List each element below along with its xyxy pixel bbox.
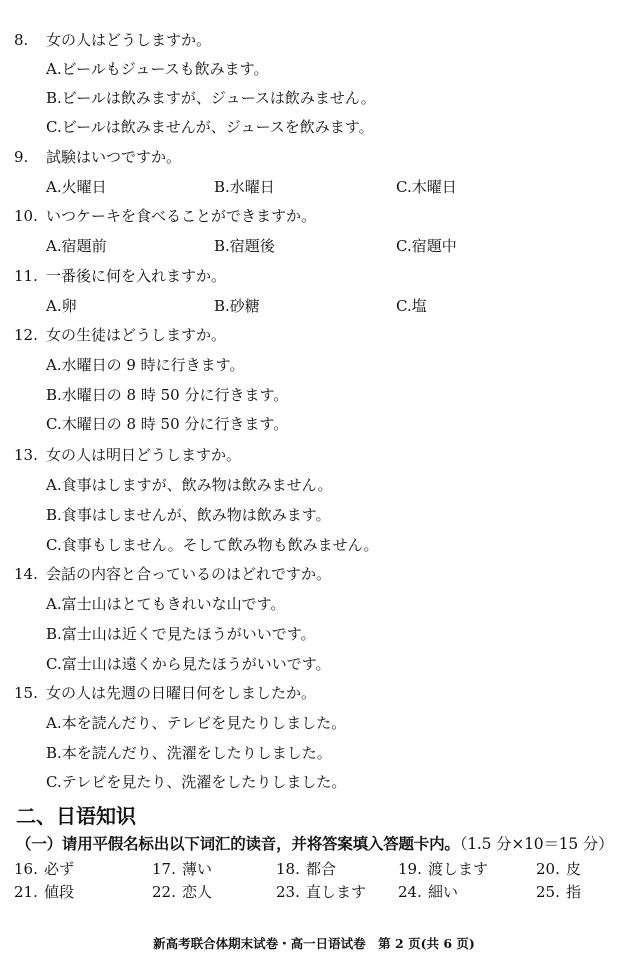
vocab-item [14,859,74,879]
option-b: B.宿題後 [214,237,275,255]
question-number: 12. [14,326,38,344]
vocab-item [398,882,458,902]
option-c: C.塩 [396,297,427,315]
question-11 [14,266,226,286]
option-b: B.水曜日 [214,178,275,196]
vocab-number: 18. [276,860,300,878]
vocab-item [276,882,366,902]
option-c: C.テレビを見たり、洗濯をしたりしました。 [46,773,347,791]
question-text: 女の人は明日どうしますか。 [46,446,242,464]
vocab-number: 25. [536,883,560,901]
vocab-word: 都合 [306,860,337,878]
vocab-word: 恋人 [182,883,213,901]
question-number: 10. [14,207,38,225]
subtitle-text: （一）请用平假名标出以下词汇的读音，并将答案填入答题卡内。 [16,835,460,853]
page-footer: 新高考联合体期末试卷・高一日语试卷 第 2 页(共 6 页) [153,936,475,951]
question-text: 試験はいつですか。 [46,148,182,166]
question-text: 女の人はどうしますか。 [46,31,212,49]
option-a: A.食事はしますが、飲み物は飲みません。 [46,476,333,494]
vocab-item [536,859,581,879]
vocab-word: 指 [566,883,582,901]
question-15 [14,683,316,703]
question-10 [14,206,316,226]
question-13 [14,445,241,465]
question-12 [14,325,226,345]
vocab-word: 直します [306,883,367,901]
option-a: A.富士山はとてもきれいな山です。 [46,595,286,613]
question-number: 14. [14,565,38,583]
option-c: C.ビールは飲みませんが、ジュースを飲みます。 [46,118,374,136]
option-b: B.砂糖 [214,297,260,315]
option-c: C.食事もしません。そして飲み物も飲みません。 [46,536,379,554]
vocab-number: 22. [152,883,176,901]
option-b: B.富士山は近くで見たほうがいいです。 [46,625,316,643]
option-c: C.宿題中 [396,237,457,255]
question-text: 女の人は先週の日曜日何をしましたか。 [46,684,317,702]
option-b: B.ビールは飲みますが、ジュースは飲みません。 [46,89,376,107]
option-b: B.本を読んだり、洗濯をしたりしました。 [46,744,332,762]
question-number: 8. [14,31,29,49]
vocab-word: 値段 [44,883,75,901]
vocab-item [152,882,212,902]
question-text: 女の生徒はどうしますか。 [46,326,227,344]
vocab-item [14,882,74,902]
option-a: A.火曜日 [46,178,107,196]
vocab-number: 17. [152,860,176,878]
question-number: 11. [14,267,38,285]
vocab-number: 19. [398,860,422,878]
vocab-number: 21. [14,883,38,901]
section-title: 二、日语知识 [16,804,136,828]
vocab-item [276,859,336,879]
vocab-item [152,859,212,879]
vocab-word: 細い [428,883,459,901]
option-a: A.ビールもジュースも飲みます。 [46,60,269,78]
option-c: C.富士山は遠くから見たほうがいいです。 [46,655,331,673]
option-b: B.水曜日の 8 時 50 分に行きます。 [46,386,289,404]
question-8 [14,30,211,50]
section-subtitle [16,834,613,854]
option-c: C.木曜日の 8 時 50 分に行きます。 [46,415,289,433]
question-text: いつケーキを食べることができますか。 [46,207,317,225]
option-a: A.卵 [46,297,77,315]
vocab-word: 必ず [44,860,75,878]
score-text: （1.5 分×10＝15 分） [459,835,614,853]
question-number: 15. [14,684,38,702]
question-number: 13. [14,446,38,464]
question-9 [14,147,181,167]
vocab-word: 皮 [566,860,582,878]
question-text: 会話の内容と合っているのはどれですか。 [46,565,332,583]
question-text: 一番後に何を入れますか。 [46,267,227,285]
vocab-item [536,882,581,902]
vocab-number: 16. [14,860,38,878]
question-14 [14,564,331,584]
option-b: B.食事はしませんが、飲み物は飲みます。 [46,506,331,524]
option-a: A.本を読んだり、テレビを見たりしました。 [46,714,347,732]
vocab-word: 薄い [182,860,213,878]
vocab-number: 23. [276,883,300,901]
vocab-number: 24. [398,883,422,901]
option-c: C.木曜日 [396,178,457,196]
vocab-number: 20. [536,860,560,878]
option-a: A.水曜日の 9 時に行きます。 [46,356,245,374]
vocab-word: 渡します [428,860,489,878]
vocab-item [398,859,488,879]
question-number: 9. [14,148,29,166]
option-a: A.宿題前 [46,237,107,255]
